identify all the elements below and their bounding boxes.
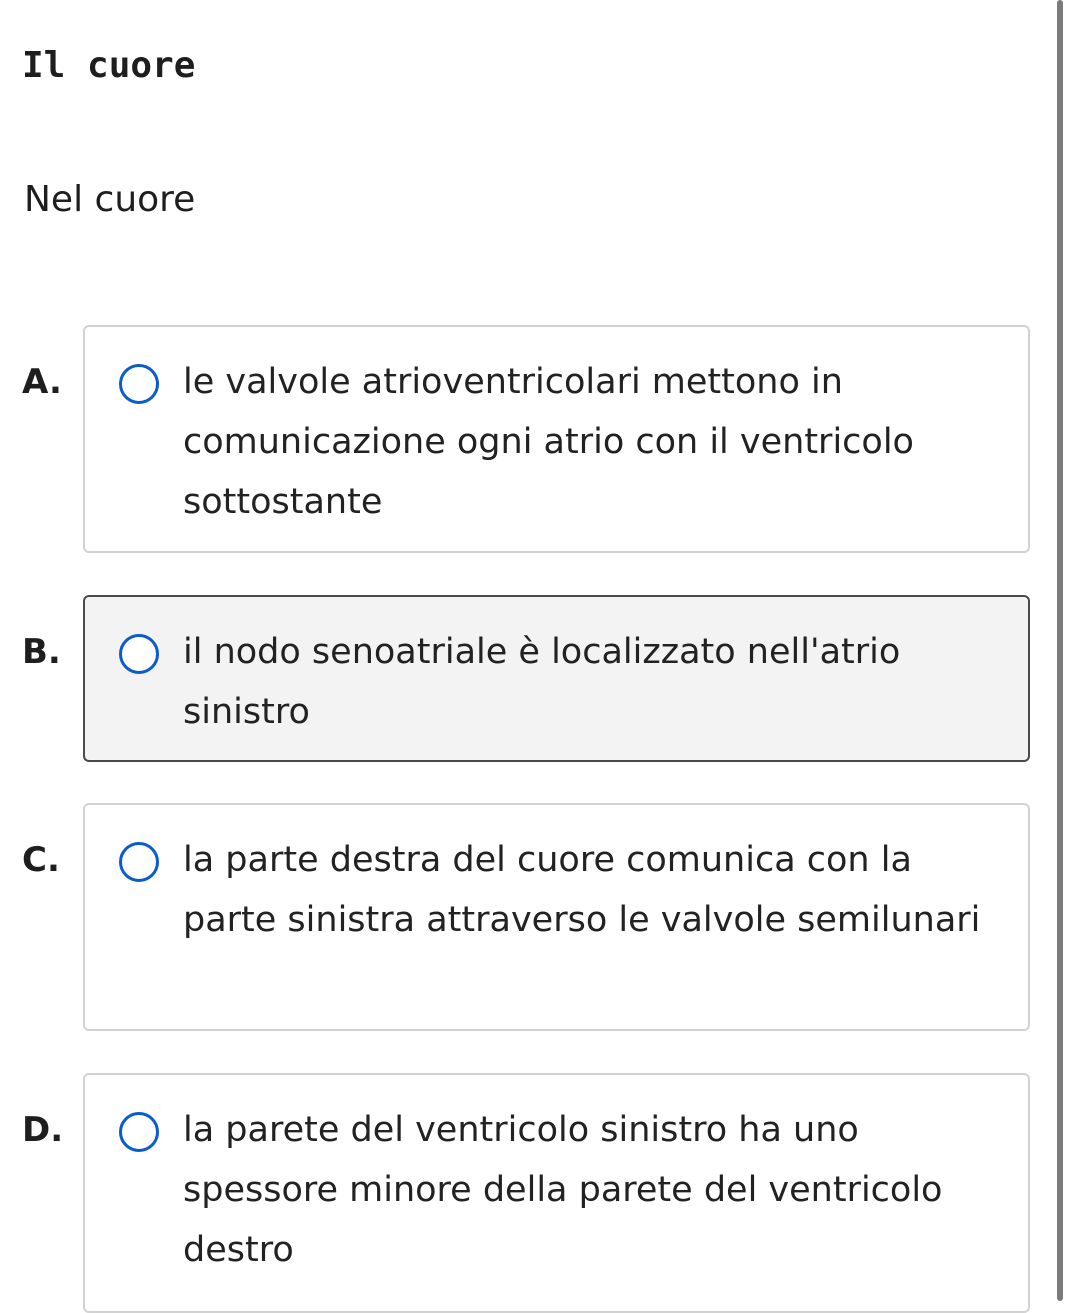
- option-text: le valvole atrioventricolari mettono in comunicazione ogni atrio con il ventricolo sottostante: [183, 362, 914, 522]
- option-b: [0, 595, 1040, 762]
- option-letter: A.: [22, 362, 62, 402]
- option-letter: C.: [22, 840, 60, 880]
- option-card-a[interactable]: [83, 325, 1030, 553]
- option-card-c[interactable]: [83, 803, 1030, 1031]
- option-d: [0, 1073, 1040, 1313]
- option-letter: D.: [22, 1110, 64, 1150]
- option-text: la parete del ventricolo sinistro ha uno spessore minore della parete del ventricolo destro: [183, 1110, 943, 1270]
- radio-button-icon[interactable]: [119, 842, 159, 882]
- question-title: Il cuore: [22, 45, 196, 86]
- option-card-d[interactable]: [83, 1073, 1030, 1313]
- question-prompt: Nel cuore: [24, 179, 196, 220]
- option-text: il nodo senoatriale è localizzato nell'atrio sinistro: [183, 632, 901, 732]
- option-card-b[interactable]: [83, 595, 1030, 762]
- option-letter: B.: [22, 632, 61, 672]
- radio-button-icon[interactable]: [119, 364, 159, 404]
- radio-button-icon[interactable]: [119, 634, 159, 674]
- scrollbar[interactable]: [1057, 0, 1063, 1301]
- option-c: [0, 803, 1040, 1031]
- radio-button-icon[interactable]: [119, 1112, 159, 1152]
- option-text: la parte destra del cuore comunica con la parte sinistra attraverso le valvole semilunari: [183, 840, 981, 940]
- option-a: [0, 325, 1040, 553]
